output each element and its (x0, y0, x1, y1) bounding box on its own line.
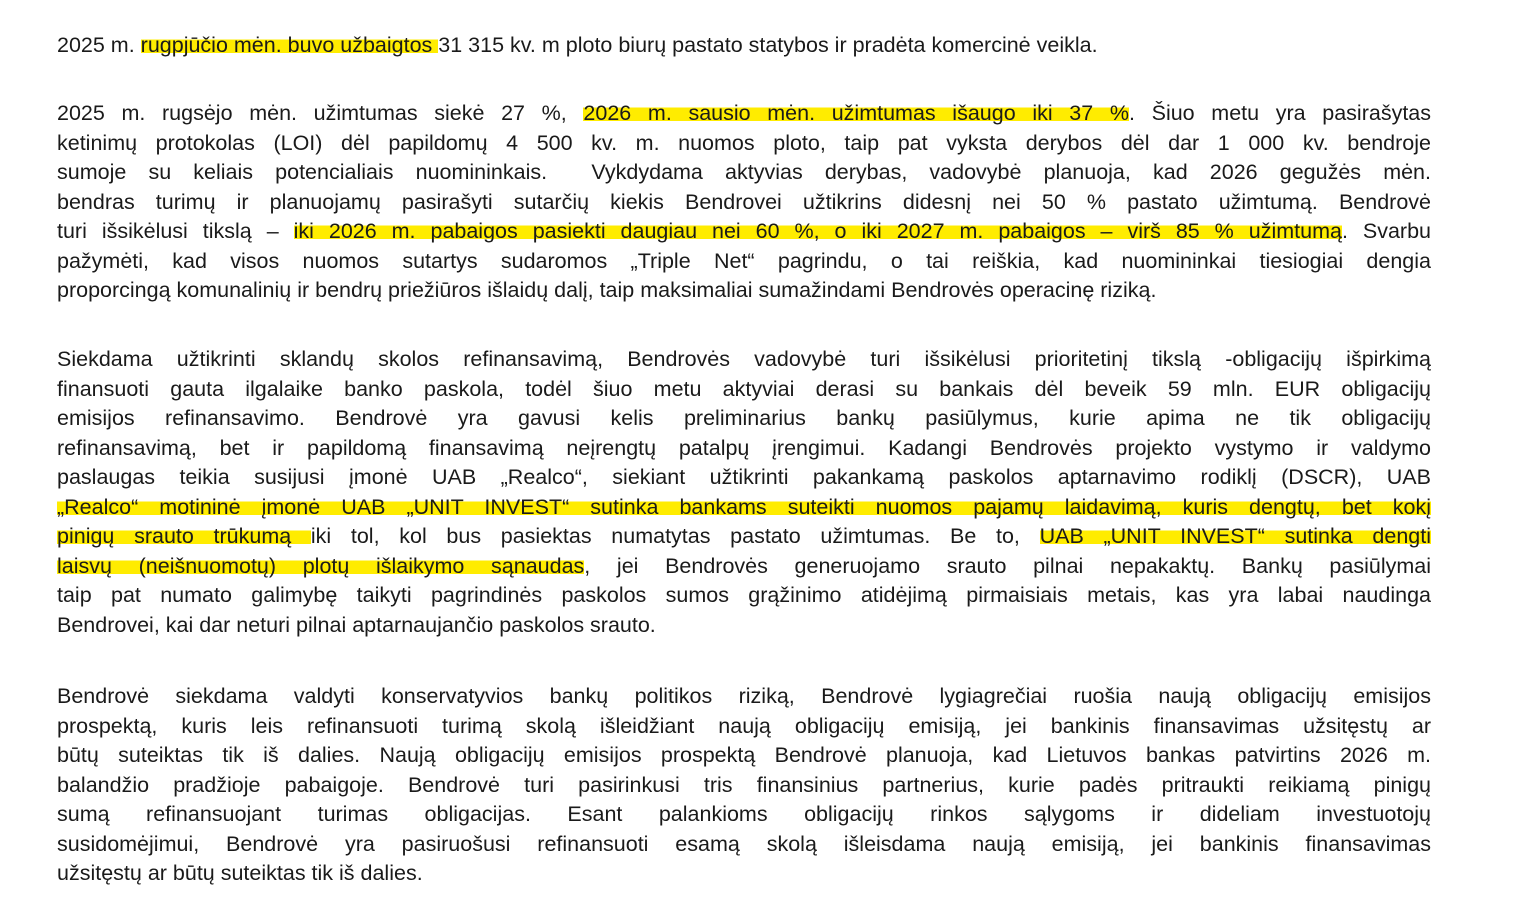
text-line (57, 158, 1431, 188)
text-segment: turi išsikėlusi tikslą – (57, 219, 294, 243)
highlighted-text: rugpjūčio mėn. buvo užbaigtos (140, 33, 439, 57)
text-line (57, 712, 1431, 742)
text-line (57, 345, 1431, 375)
highlighted-text: 2026 m. sausio mėn. užimtumas išaugo iki 37 % (583, 101, 1129, 125)
highlighted-text: „Realco“ motininė įmonė UAB „UNIT INVEST“ sutinka bankams suteikti nuomos pajamų laidavimą, kuris dengtų, bet kokį (57, 494, 1431, 519)
text-segment: finansuoti gauta ilgalaike banko paskola, todėl šiuo metu aktyviai derasi su bankais dėl beveik 59 mln. EUR obligacijų (57, 376, 1431, 401)
paragraph-refinancing (57, 345, 1431, 640)
text-segment: pažymėti, kad visos nuomos sutartys sudaromos „Triple Net“ pagrindu, o tai reiškia, kad nuomininkai tiesiogiai dengia (57, 248, 1431, 273)
text-line (57, 404, 1431, 434)
text-line (57, 859, 1431, 889)
text-line (57, 581, 1431, 611)
text-segment: Bendrovė siekdama valdyti konservatyvios bankų politikos riziką, Bendrovė lygiagrečiai ruošia naują obligacijų emisijos (57, 684, 1431, 708)
text-segment: iki tol, kol bus pasiektas numatytas pastato užimtumas. Be to, (310, 524, 1040, 548)
text-segment: ketinimų protokolas (LOI) dėl papildomų 4 500 kv. m. nuomos ploto, taip pat vyksta derybos dėl dar 1 000 kv. bendroje (57, 130, 1431, 155)
text-segment: 2025 m. rugsėjo mėn. užimtumas siekė 27 %, (57, 101, 584, 125)
text-segment: , jei Bendrovės generuojamo srauto pilnai nepakaktų. Bankų pasiūlymai (584, 553, 1431, 578)
paragraph-completion (57, 31, 1431, 61)
text-line (57, 247, 1431, 277)
text-segment: būtų suteiktas tik iš dalies. Naują obligacijų emisijos prospektą Bendrovė planuoja, kad Lietuvos bankas patvirtins 2026 m. (57, 743, 1431, 767)
text-segment: bendras turimų ir planuojamų pasirašyti sutarčių kiekis Bendrovei užtikrins didesnį nei 50 % pastato užimtumą. Bendrovė (57, 189, 1431, 214)
text-line (57, 611, 1431, 641)
text-segment: Bendrovei, kai dar neturi pilnai aptarnaujančio paskolos srauto. (57, 612, 656, 637)
highlighted-text: laisvų (neišnuomotų) plotų išlaikymo sąnaudas (57, 553, 585, 578)
text-segment: sumą refinansuojant turimas obligacijas. Esant palankioms obligacijų rinkos sąlygoms ir dideliam investuotojų (57, 802, 1431, 826)
text-line (57, 463, 1431, 493)
text-line (57, 741, 1431, 771)
text-segment: 31 315 kv. m ploto biurų pastato statybos ir pradėta komercinė veikla. (438, 33, 1098, 57)
text-segment: 2025 m. (57, 33, 141, 57)
text-line (57, 434, 1431, 464)
text-segment: sumoje su keliais potencialiais nuomininkais. Vykdydama aktyvias derybas, vadovybė planuoja, kad 2026 gegužės mėn. (57, 160, 1431, 184)
text-line (57, 771, 1431, 801)
text-line (57, 375, 1431, 405)
text-segment: Siekdama užtikrinti sklandų skolos refinansavimą, Bendrovės vadovybė turi išsikėlusi prioritetinį tikslą -obligacijų išpirkimą (57, 347, 1431, 371)
text-line (57, 276, 1431, 306)
text-line (57, 800, 1431, 830)
text-segment: . Šiuo metu yra pasirašytas (1128, 101, 1432, 125)
text-segment: susidomėjimui, Bendrovė yra pasiruošusi refinansuoti esamą skolą išleisdama naują emisiją, jei bankinis finansavimas (57, 831, 1431, 856)
text-segment: . Svarbu (1341, 219, 1431, 243)
text-line (57, 217, 1431, 247)
paragraph-bonds (57, 682, 1431, 889)
text-line (57, 552, 1431, 582)
text-line (57, 99, 1431, 129)
text-line (57, 188, 1431, 218)
text-segment: užsitęstų ar būtų suteiktas tik iš dalies. (57, 861, 423, 885)
text-line (57, 522, 1431, 552)
text-line (57, 31, 1431, 61)
text-segment: taip pat numato galimybę taikyti pagrindinės paskolos sumos grąžinimo atidėjimą pirmaisiais metais, kas yra labai naudinga (57, 583, 1431, 607)
highlighted-text: pinigų srauto trūkumą (57, 524, 311, 548)
text-segment: emisijos refinansavimo. Bendrovė yra gavusi kelis preliminarius bankų pasiūlymus, kurie apima ne tik obligacijų (57, 406, 1431, 430)
highlighted-text: UAB „UNIT INVEST“ sutinka dengti (1039, 524, 1431, 548)
text-segment: proporcingą komunalinių ir bendrų priežiūros išlaidų dalį, taip maksimaliai sumažindami Bendrovės operacinę riziką. (57, 278, 1157, 302)
highlighted-text: iki 2026 m. pabaigos pasiekti daugiau nei 60 %, o iki 2027 m. pabaigos – virš 85 % užimtumą (293, 219, 1342, 243)
text-line (57, 493, 1431, 523)
text-line (57, 129, 1431, 159)
text-segment: refinansavimą, bet ir papildomą finansavimą neįrengtų patalpų įrengimui. Kadangi Bendrovės projekto vystymo ir valdymo (57, 435, 1431, 460)
text-line (57, 830, 1431, 860)
text-segment: prospektą, kuris leis refinansuoti turimą skolą išleidžiant naują obligacijų emisiją, jei bankinis finansavimas užsitęstų ar (57, 713, 1431, 738)
text-segment: balandžio pradžioje pabaigoje. Bendrovė turi pasirinkusi tris finansinius partnerius, kurie padės pritraukti reikiamą pinigų (57, 772, 1431, 797)
paragraph-occupancy (57, 99, 1431, 306)
text-segment: paslaugas teikia susijusi įmonė UAB „Realco“, siekiant užtikrinti pakankamą paskolos aptarnavimo rodiklį (DSCR), UAB (57, 465, 1431, 489)
text-line (57, 682, 1431, 712)
